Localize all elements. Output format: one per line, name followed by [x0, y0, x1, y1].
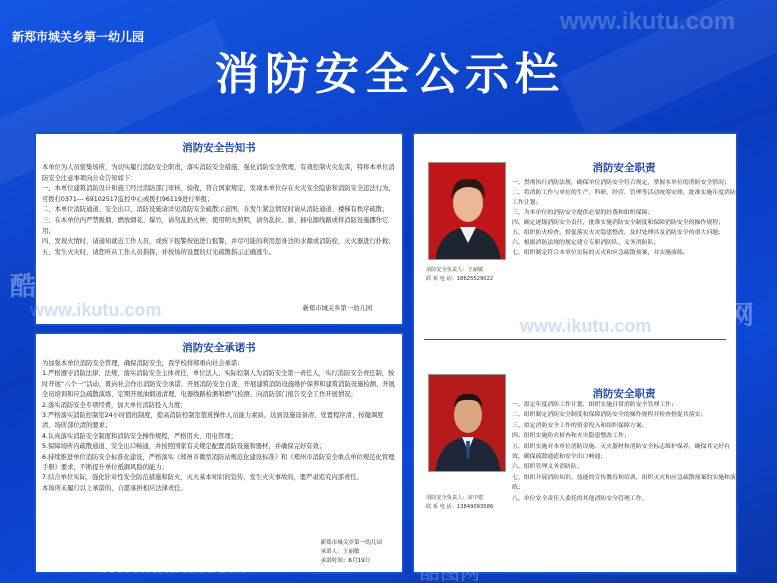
school-name: 新郑市城关乡第一幼儿园: [12, 30, 145, 44]
duty1-line: 四、确定逐级消防安全责任，批准实施消防安全制度和保障消防安全的操作规程；: [512, 220, 725, 226]
promise-line: 5.保障场所内疏散通道、安全出口畅通，并按照国家有关规定配置消防设施和器材，并确保完好有效；: [42, 443, 326, 451]
duty2-phone: 联 系 电 话：13849093586: [426, 504, 494, 510]
duty1-body: [512, 178, 736, 258]
duty1-title: 消防安全职责: [592, 162, 656, 174]
promise-line: 1.严格遵守消防法律、法规，落实消防安全主体责任，单位法人、实际控制人为消防安全第一责任人，实行消防安全责任制，按时开展“六个一”活动，既向社会作出消防安全承诺、开展消防安全自查、开展建筑消防设施维护保养和建筑消防设施检测、开展全员培训和应急疏散演练、定期开展油烟道清理、电器线路检测和燃气检测、向消防部门报告安全工作开展情况；: [42, 370, 395, 399]
duty2-title: 消防安全职责: [592, 388, 656, 400]
watermark-url: www.ikutu.com: [30, 300, 162, 320]
notice-signature: 新郑市城关乡第一幼儿园: [302, 305, 372, 312]
promise-line: 本场所未履行以上承诺的，自愿承担相应法律责任。: [42, 484, 187, 492]
portrait-man-icon: [429, 375, 506, 472]
duty2-line: 三、拟定消防安全工作的资金投入和组织保障方案；: [512, 422, 648, 429]
duty1-line: 五、组织防火检查，督促落实火灾隐患整改，及时处理涉及消防安全的重大问题；: [512, 230, 725, 236]
duty2-body: [512, 400, 736, 504]
duty2-line: 四、组织实施防火检查和火灾隐患整改工作；: [512, 433, 630, 440]
promise-line: 3.严格落实消防控制室24小时值班制度，提高消防控制室值班操作人员能力素质，达到设施设备清、处置程序清、按键调度清、场所部位清的要求；: [42, 412, 384, 430]
notice-body: [36, 163, 402, 258]
duty2-line: 二、组织制定消防安全制度和保障消防安全的操作规程并检查督促其落实；: [512, 412, 707, 419]
duty1-phone: 联 系 电 话：18625529022: [426, 276, 494, 282]
watermark-brand: 酷图网: [420, 562, 480, 583]
watermark-url: www.ikutu.com: [560, 8, 736, 35]
duty2-contact: [426, 494, 493, 512]
notice-title: 消防安全告知书: [182, 142, 256, 154]
duty1-line: 二、将消防工作与单位的生产、科研、经营、管理等活动统筹安排，批准实施年度消防工作计划；: [512, 190, 736, 206]
photo-wang-limin: [428, 162, 506, 260]
duty1-contact: [426, 266, 493, 284]
duty2-line: 七、组织开展消防知识、技能的宣传教育和培训，组织灭火和应急疏散预案的实施和演练；: [512, 474, 736, 492]
duty1-line: 三、为本单位的消防安全提供必要的经费和组织保障；: [512, 210, 654, 216]
notice-line: 二、本单位消防通道、安全出口、消防设施请洋见消防安全疏散示意图，在发生紧急情况时请从消防通道、楼梯有秩序疏散；: [42, 206, 389, 214]
notice-panel: [34, 132, 404, 326]
page-title: 消防安全公示栏: [215, 49, 565, 100]
notice-line: 本单位为人员密集场所，为切实履行消防安全职责，落实消防安全措施，强化消防安全管理，有效控制火灾危害，特将本单位消防安全注意事项向公众告知如下：: [42, 164, 395, 182]
notice-line: 三、在本单位内严禁吸烟、燃放烟花、爆竹，请勿乱扔火种，使用明火照明，请勿乱拉、拔、插电源线路或将消防设施挪作它用；: [42, 216, 389, 235]
duty1-line: 七、组织制定符合本单位实际的灭火和应急疏散预案，并实施演练。: [512, 250, 689, 256]
promise-line: 6.持续推进单位消防安全标准化建设，严格落实《郑州市微型消防站规范化建设标准》和《郑州市消防安全重点单位规范化管理手册》要求，不断提升单位抵御风险的能力；: [42, 453, 395, 472]
duty2-line: 五、组织实施对本单位消防设施、灭火器材和消防安全标志维护保养，确保其完好有效，确保疏散通道和安全出口畅通；: [512, 443, 730, 461]
watermark-brand: 酷图网: [10, 271, 89, 301]
promise-line: 7.结合单位实际，强化针对性安全防范措施和防火，灭火基本知识的宣传，发生火灾事故的，要严肃追究内部责任。: [42, 474, 363, 482]
duty2-line: 八、单位安全责任人委托的其他消防安全管理工作。: [512, 495, 648, 502]
photo-song-zhongjian: [428, 374, 506, 472]
duty2-person: 消防安全负责人：宋中建: [426, 495, 484, 501]
duty1-line: 六、根据消防法规的规定建立专职消防队、义务消防队；: [512, 240, 660, 246]
watermark-url: www.ikutu.com: [520, 316, 652, 336]
promise-signature: [320, 539, 382, 566]
promise-line: 4.认真落实消防安全制度和消防安全操作规程，严格用火、用电管理；: [42, 432, 237, 440]
notice-line: 五、发生火灾时，请您听从工作人员指挥，并按场所设置的灯光疏散指示正确逃生。: [42, 248, 275, 256]
promise-signature-line: 新郑市城关乡第一幼儿园: [320, 540, 382, 546]
notice-line: 四、发现火情时，请通知就近工作人员，或按下报警按钮进行报警，并尽可能的利用您身边的水源或消防栓，灭火器进行扑救；: [42, 238, 395, 246]
promise-title: 消防安全承诺书: [182, 342, 256, 354]
promise-signature-line: 承诺人：王丽敏: [320, 549, 360, 555]
promise-line: 为加强本单位消防安全管理，确保消防安全，我学校将郑重向社会承诺：: [42, 360, 244, 367]
duty1-line: 一、贯彻执行消防法规，确保单位消防安全符合规定，掌握本单位的消防安全情况；: [512, 180, 730, 186]
promise-signature-line: 承诺时间：6月19日: [320, 558, 371, 564]
portrait-woman-icon: [429, 163, 506, 260]
watermark-brand: 酷图网: [676, 300, 755, 330]
duty1-person: 消防安全负责人：王丽敏: [426, 267, 484, 273]
promise-body: [36, 359, 402, 494]
watermark-url: www.ikutu.com: [100, 556, 246, 578]
duty-panel: [412, 132, 738, 574]
section-divider: [424, 339, 726, 340]
notice-line: 一、本单位建筑消防设计和施工经过消防部门审核、验收，符合国家规定，发现本单位存在火灾安全隐患和消防安全违法行为，可拨打0371--- 69102517监控中心或拨打96119进行举报；: [42, 185, 395, 203]
promise-line: 2.落实消防安全专项经费，加大单位消防投入力度；: [42, 401, 187, 409]
duty2-line: 一、拟定年度消防工作计划，组织实施日常消防安全管理工作；: [512, 402, 677, 408]
duty2-line: 六、组织管理义务消防队；: [512, 464, 583, 471]
promise-panel: [34, 332, 404, 574]
